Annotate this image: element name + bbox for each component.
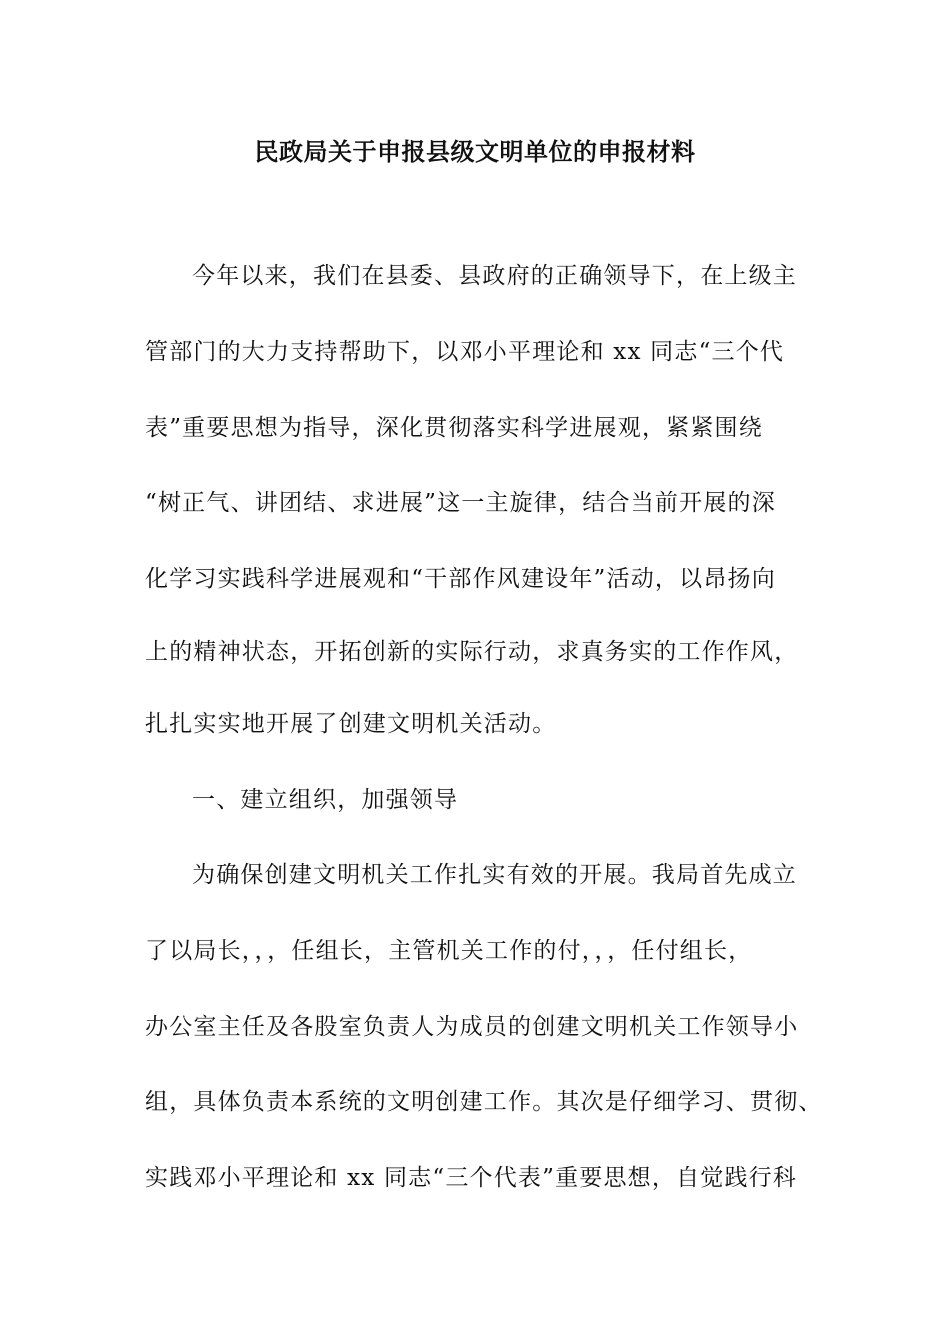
paragraph-line: 今年以来，我们在县委、县政府的正确领导下，在上级主	[192, 263, 797, 289]
paragraph-line: 组，具体负责本系统的文明创建工作。其次是仔细学习、贯彻、	[145, 1089, 823, 1115]
paragraph-line: 表”重要思想为指导，深化贯彻落实科学进展观，紧紧围绕	[145, 415, 763, 441]
paragraph-line: 办公室主任及各股室负责人为成员的创建文明机关工作领导小	[145, 1014, 799, 1040]
paragraph-line: “树正气、讲团结、求进展”这一主旋律，结合当前开展的深	[145, 490, 776, 516]
paragraph-line: 化学习实践科学进展观和“干部作风建设年”活动，以昂扬向	[145, 566, 776, 592]
section-heading: 一、建立组织，加强领导	[192, 787, 459, 813]
paragraph-line: 实践邓小平理论和 xx 同志“三个代表”重要思想，自觉践行科	[145, 1165, 798, 1191]
paragraph-line: 上的精神状态，开拓创新的实际行动，求真务实的工作作风，	[145, 639, 799, 665]
paragraph-line: 扎扎实实地开展了创建文明机关活动。	[145, 711, 557, 737]
document-title: 民政局关于申报县级文明单位的申报材料	[254, 137, 696, 166]
paragraph-line: 为确保创建文明机关工作扎实有效的开展。我局首先成立	[192, 862, 797, 888]
paragraph-line: 管部门的大力支持帮助下，以邓小平理论和 xx 同志“三个代	[145, 339, 785, 365]
paragraph-line: 了以局长，，，任组长，主管机关工作的付，，，任付组长，	[145, 938, 753, 964]
